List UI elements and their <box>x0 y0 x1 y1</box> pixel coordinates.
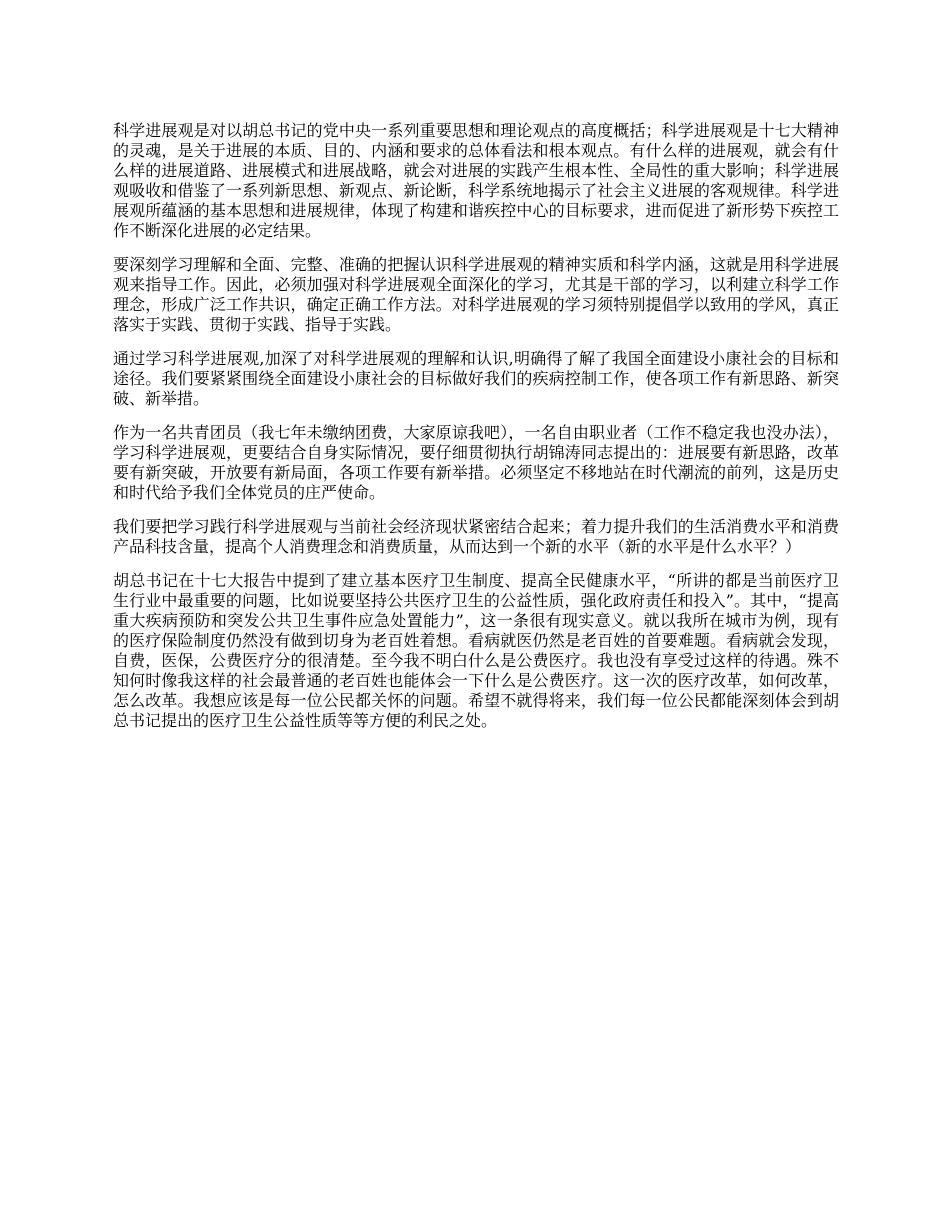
paragraph-3: 通过学习科学进展观,加深了对科学进展观的理解和认识,明确得了解了我国全面建设小康社会的目标和途径。我们要紧紧围绕全面建设小康社会的目标做好我们的疾病控制工作，使各项工作有新思路、新突破、新举措。 <box>113 349 839 408</box>
document-body <box>113 121 839 745</box>
paragraph-6: 胡总书记在十七大报告中提到了建立基本医疗卫生制度、提高全民健康水平，“所讲的都是当前医疗卫生行业中最重要的问题，比如说要坚持公共医疗卫生的公益性质，强化政府责任和投入”。其中，“提高重大疾病预防和突发公共卫生事件应急处置能力”，这一条很有现实意义。就以我所在城市为例，现有的医疗保险制度仍然没有做到切身为老百姓着想。看病就医仍然是老百姓的首要难题。看病就会发现，自费，医保，公费医疗分的很清楚。至今我不明白什么是公费医疗。我也没有享受过这样的待遇。殊不知何时像我这样的社会最普通的老百姓也能体会一下什么是公费医疗。这一次的医疗改革，如何改革，怎么改革。我想应该是每一位公民都关怀的问题。希望不就得将来，我们每一位公民都能深刻体会到胡总书记提出的医疗卫生公益性质等等方便的利民之处。 <box>113 571 839 730</box>
paragraph-4: 作为一名共青团员（我七年未缴纳团费，大家原谅我吧），一名自由职业者（工作不稳定我也没办法），学习科学进展观，更要结合自身实际情况，要仔细贯彻执行胡锦涛同志提出的：进展要有新思路，改革要有新突破，开放要有新局面，各项工作要有新举措。必须坚定不移地站在时代潮流的前列，这是历史和时代给予我们全体党员的庄严使命。 <box>113 423 839 502</box>
paragraph-5: 我们要把学习践行科学进展观与当前社会经济现状紧密结合起来；着力提升我们的生活消费水平和消费产品科技含量，提高个人消费理念和消费质量，从而达到一个新的水平（新的水平是什么水平？） <box>113 517 839 556</box>
paragraph-1: 科学进展观是对以胡总书记的党中央一系列重要思想和理论观点的高度概括；科学进展观是十七大精神的灵魂，是关于进展的本质、目的、内涵和要求的总体看法和根本观点。有什么样的进展观，就会有什么样的进展道路、进展模式和进展战略，就会对进展的实践产生根本性、全局性的重大影响；科学进展观吸收和借鉴了一系列新思想、新观点、新论断，科学系统地揭示了社会主义进展的客观规律。科学进展观所蕴涵的基本思想和进展规律，体现了构建和谐疾控中心的目标要求，进而促进了新形势下疾控工作不断深化进展的必定结果。 <box>113 121 839 240</box>
paragraph-2: 要深刻学习理解和全面、完整、准确的把握认识科学进展观的精神实质和科学内涵，这就是用科学进展观来指导工作。因此，必须加强对科学进展观全面深化的学习，尤其是干部的学习，以利建立科学工作理念，形成广泛工作共识，确定正确工作方法。对科学进展观的学习须特别提倡学以致用的学风，真正落实于实践、贯彻于实践、指导于实践。 <box>113 255 839 334</box>
